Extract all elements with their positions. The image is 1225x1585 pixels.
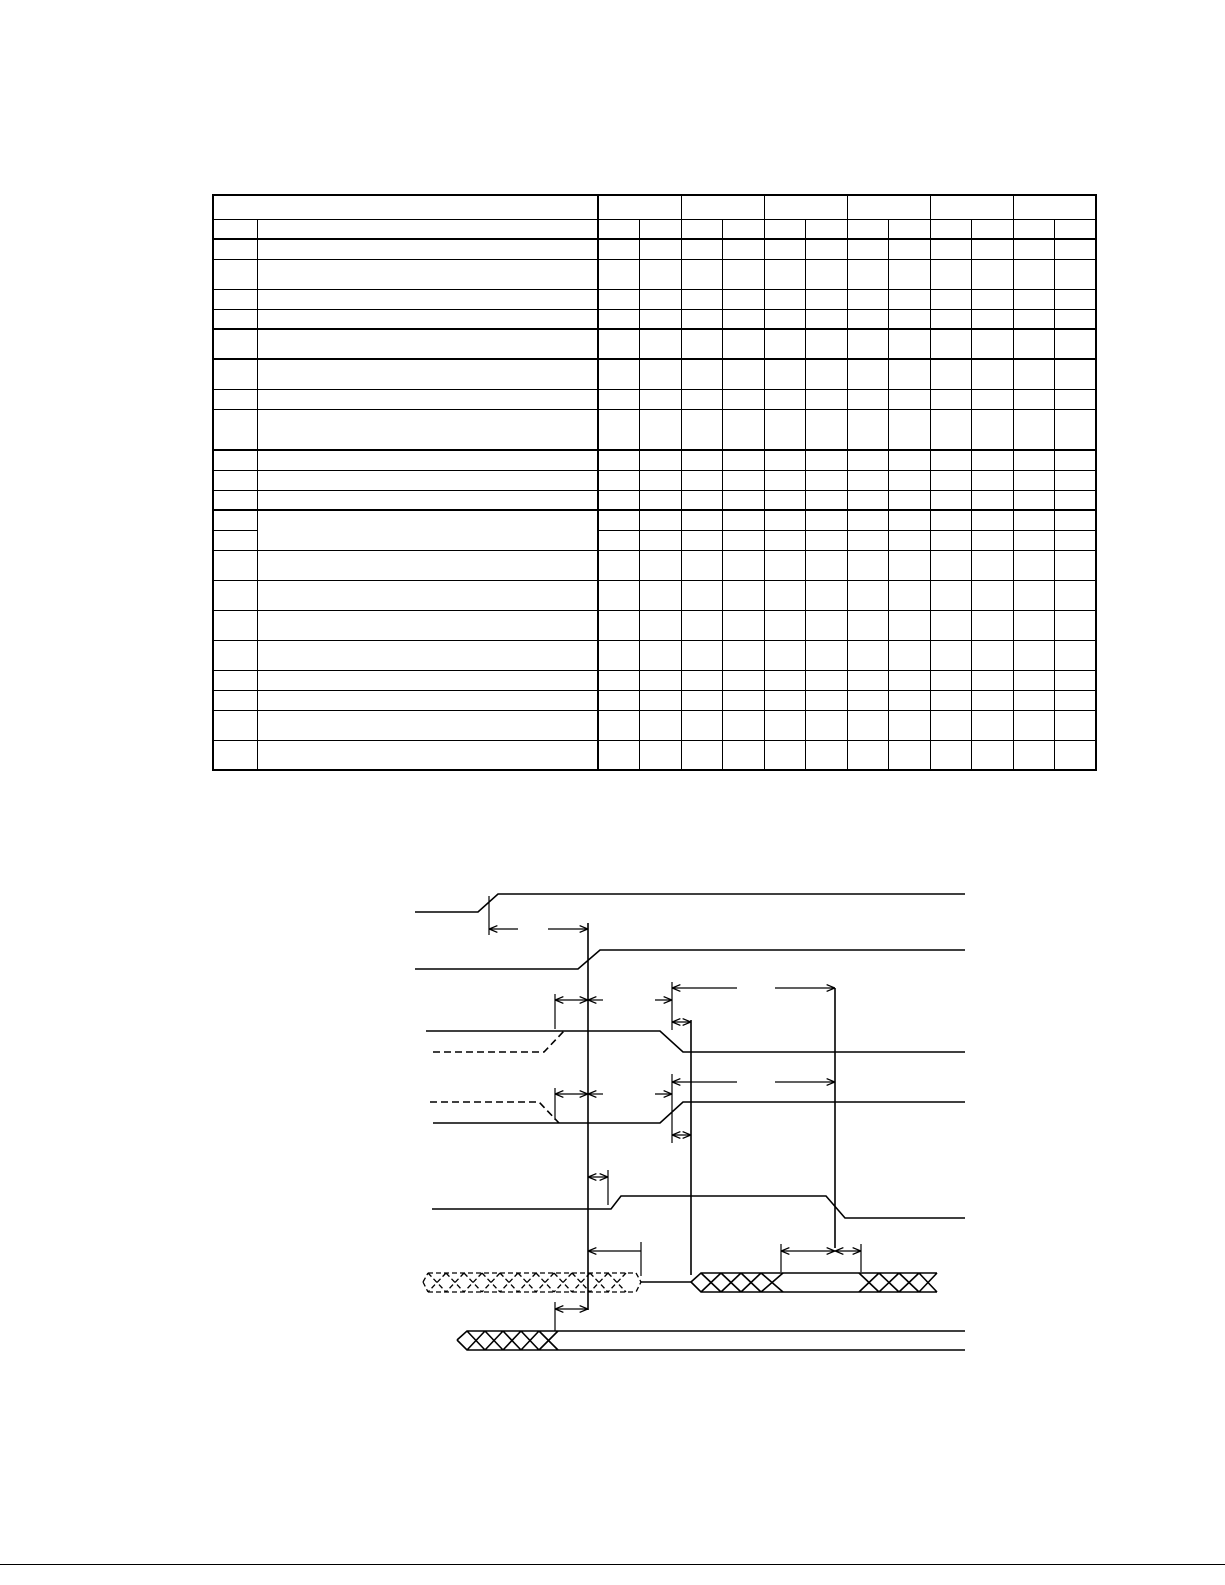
- bus-1-stable-block: [783, 1273, 859, 1292]
- signal-4-dashed-prior: [430, 1102, 559, 1123]
- bus-1-crosshatch-1: [701, 1273, 783, 1292]
- signal-5-waveform: [432, 1196, 965, 1218]
- bus-2-stable: [558, 1331, 965, 1350]
- signal-3-dashed-prior: [433, 1031, 564, 1052]
- page-bottom-rule: [0, 1564, 1225, 1565]
- bus-1-crosshatch-2: [859, 1273, 937, 1292]
- signal-2-waveform: [415, 950, 965, 969]
- signal-1-waveform: [415, 894, 965, 912]
- signal-3-waveform: [426, 1031, 965, 1052]
- bus-2-crosshatch: [457, 1331, 558, 1350]
- signal-4-waveform: [433, 1102, 965, 1123]
- bus-1-dashed-region: [423, 1273, 641, 1292]
